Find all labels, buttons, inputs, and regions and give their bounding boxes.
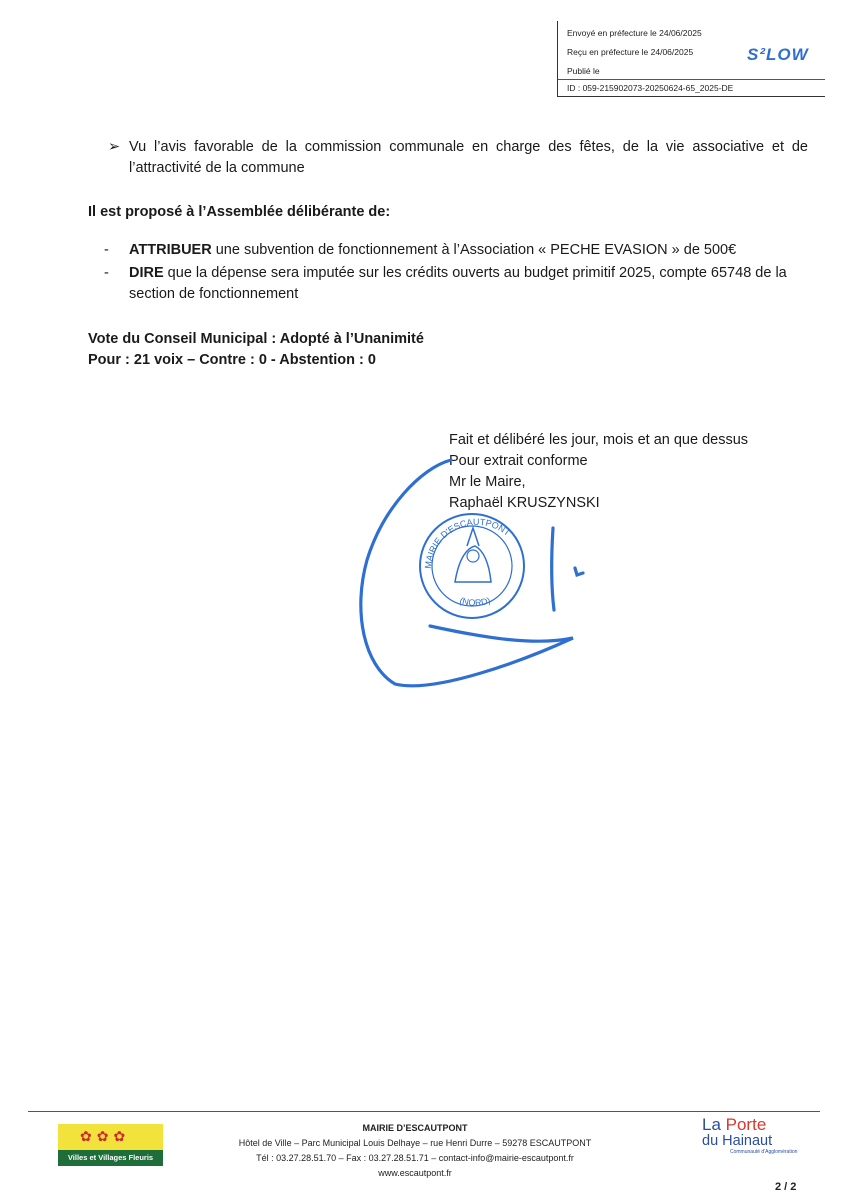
porte-logo-subtitle: Communauté d'Agglomération xyxy=(730,1149,798,1155)
footer-website[interactable]: www.escautpont.fr xyxy=(378,1168,452,1178)
seal-top-text: MAIRIE D'ESCAUTPONT xyxy=(422,516,513,570)
handwritten-signature xyxy=(361,460,583,686)
page-number: 2 / 2 xyxy=(775,1181,797,1193)
list-item xyxy=(104,240,814,261)
vote-title: Vote du Conseil Municipal : Adopté à l’Unanimité xyxy=(88,331,424,347)
flower-icon: ✿✿✿ xyxy=(80,1128,131,1144)
signature-and-seal xyxy=(355,450,615,695)
bullet-keyword: ATTRIBUER xyxy=(129,242,212,258)
bullet-text: que la dépense sera imputée sur les crédits ouverts au budget primitif 2025, compte 65748 de la section de fonctionnement xyxy=(129,265,787,302)
proposal-list xyxy=(104,240,814,307)
vote-result xyxy=(88,329,424,371)
dash-bullet: - xyxy=(104,265,109,281)
porte-logo-la: La xyxy=(702,1115,726,1134)
seal-bottom-text: (NORD) xyxy=(458,595,492,608)
stamp-divider xyxy=(558,79,825,80)
footer-title: MAIRIE D’ESCAUTPONT xyxy=(362,1123,468,1133)
arrow-bullet-icon: ➢ xyxy=(108,139,121,155)
villes-villages-fleuris-logo xyxy=(58,1124,163,1166)
stamp-sent-date: Envoyé en préfecture le 24/06/2025 xyxy=(567,28,702,38)
footer-divider xyxy=(28,1111,820,1112)
stamp-id: ID : 059-215902073-20250624-65_2025-DE xyxy=(567,83,734,93)
footer-contact xyxy=(215,1121,615,1181)
s2low-logo: S²LOW xyxy=(747,45,809,64)
closing-line: Fait et délibéré les jour, mois et an que dessus xyxy=(449,432,749,448)
stamp-received-date: Reçu en préfecture le 24/06/2025 xyxy=(567,47,694,57)
list-item xyxy=(104,263,814,305)
stamp-published: Publié le xyxy=(567,66,600,76)
porte-logo-hainaut: du Hainaut xyxy=(702,1133,773,1149)
proposal-heading: Il est proposé à l’Assemblée délibérante de: xyxy=(88,204,391,220)
footer-phone-fax-email: Tél : 03.27.28.51.70 – Fax : 03.27.28.51.71 – contact-info@mairie-escautpont.fr xyxy=(256,1153,574,1163)
closing-line: Mr le Maire, xyxy=(449,474,526,490)
considerant-item xyxy=(108,137,808,179)
considerant-text: Vu l’avis favorable de la commission communale en charge des fêtes, de la vie associative et de l’attractivité de la commune xyxy=(129,139,808,176)
mayor-name: Raphaël KRUSZYNSKI xyxy=(449,495,600,511)
prefecture-stamp xyxy=(557,21,825,97)
closing-line: Pour extrait conforme xyxy=(449,453,588,469)
vote-count: Pour : 21 voix – Contre : 0 - Abstention : 0 xyxy=(88,352,376,368)
dash-bullet: - xyxy=(104,242,109,258)
bullet-text: une subvention de fonctionnement à l’Association « PECHE EVASION » de 500€ xyxy=(211,242,737,258)
porte-du-hainaut-logo xyxy=(702,1116,802,1155)
footer-address: Hôtel de Ville – Parc Municipal Louis Delhaye – rue Henri Durre – 59278 ESCAUTPONT xyxy=(238,1138,592,1148)
villes-villages-fleuris-label: Villes et Villages Fleuris xyxy=(58,1150,163,1166)
bullet-keyword: DIRE xyxy=(129,265,164,281)
porte-logo-porte: Porte xyxy=(725,1115,767,1134)
